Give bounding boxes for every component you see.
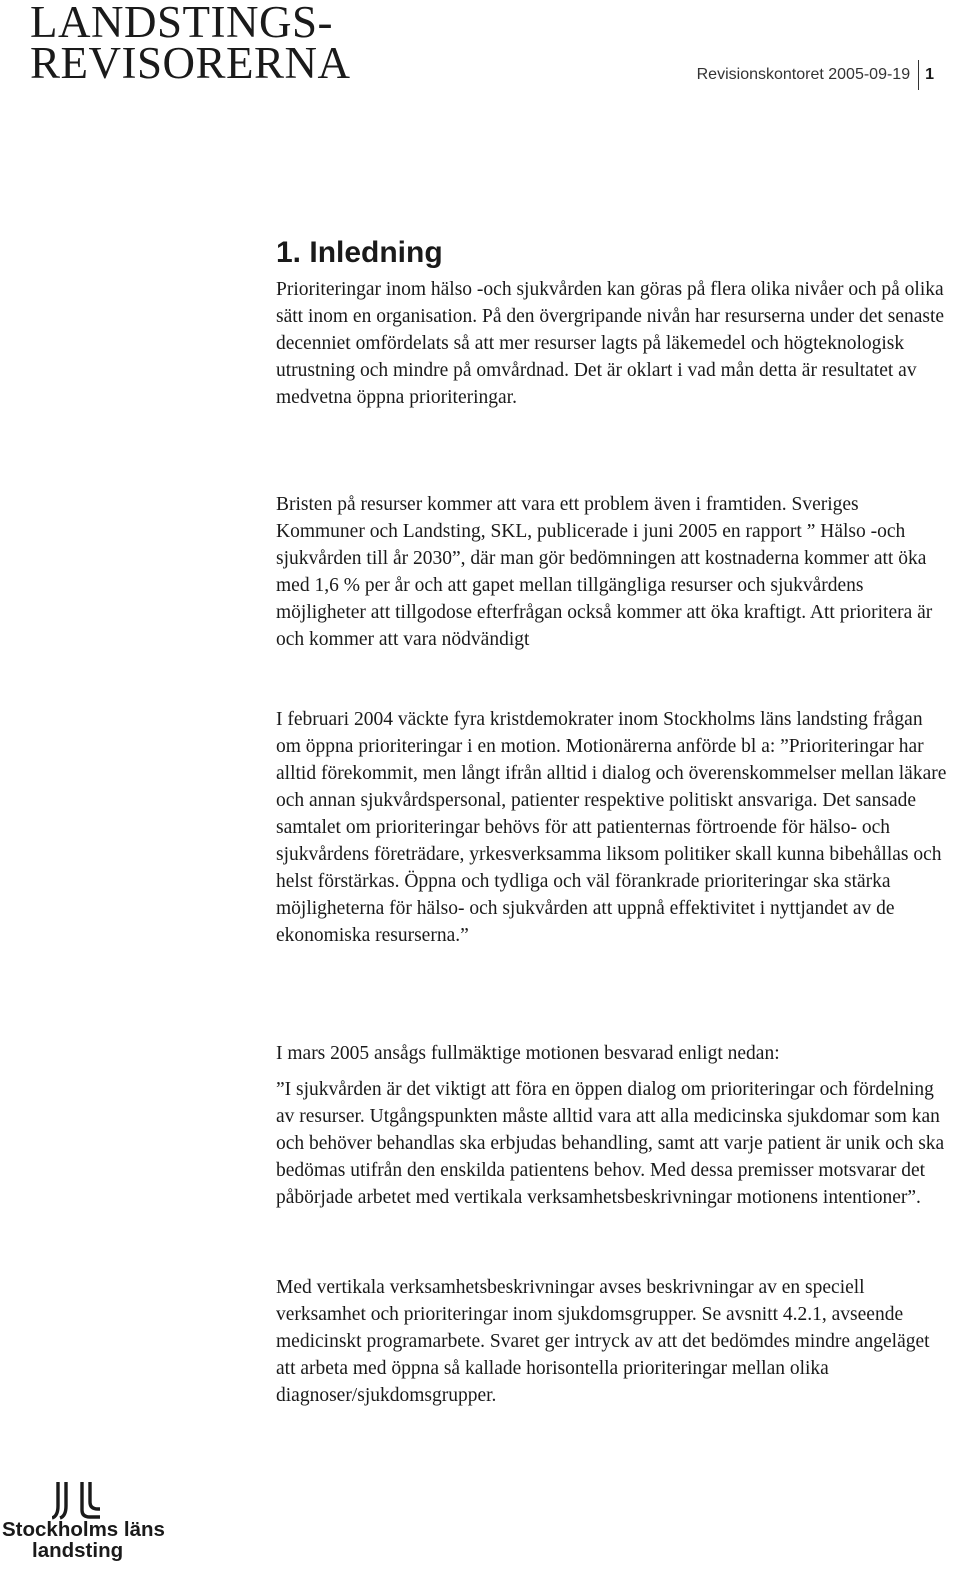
header-divider <box>918 60 919 90</box>
paragraph-3: I februari 2004 väckte fyra kristdemokrater inom Stockholms läns landsting frågan om öppna prioriteringar i en motion. Motionärerna anförde bl a: ”Prioriteringar har alltid förekommit, men långt ifrån alltid i dialog och överenskommelser mellan läkare och annan sjukvårdspersonal, patienter respektive politiskt ansvariga. Det sansade samtalet om prioriteringar behövs för att patienternas förtroende för hälso- och sjukvårdens företrädare, yrkesverksamma liksom politiker skall kunna bibehållas och helst förstärkas. Öppna och tydliga och väl förankrade prioriteringar ska stärka möjligheterna för hälso- och sjukvården att uppnå effektivitet i nyttjandet av de ekonomiska resurserna.” <box>276 709 947 946</box>
paragraph-6: Med vertikala verksamhetsbeskrivningar avses beskrivningar av en speciell verksamhet och prioriteringar inom sjukdomsgrupper. Se avsnitt 4.2.1, avseende medicinskt programarbete. Svaret ger intryck av att det bedömdes mindre angeläget att arbeta med öppna så kallade horisontella prioriteringar mellan olika diagnoser/sjukdomsgrupper. <box>276 1277 930 1406</box>
paragraph-2: Bristen på resurser kommer att vara ett problem även i framtiden. Sveriges Kommuner och Landsting, SKL, publicerade i juni 2005 en rapport ” Hälso -och sjukvården till år 2030”, där man gör bedömningen att kostnaderna kommer att öka med 1,6 % per år och att gapet mellan tillgängliga resurser och sjukvårdens möjligheter att tillgodose efterfrågan också kommer att öka kraftigt. Att prioritera är och kommer att vara nödvändigt <box>276 494 933 650</box>
org-title-line1: LANDSTINGS- <box>30 0 333 47</box>
header-meta <box>697 60 934 90</box>
office-date: Revisionskontoret 2005-09-19 <box>696 66 911 83</box>
page-number: 1 <box>925 66 934 83</box>
stockholms-lans-landsting-logo-icon <box>52 1480 100 1520</box>
footer-logo <box>2 1480 165 1570</box>
logo-text-line1: Stockholms läns <box>2 1518 165 1541</box>
org-title-line2: REVISORERNA <box>30 38 351 88</box>
paragraph-4: I mars 2005 ansågs fullmäktige motionen besvarad enligt nedan: <box>276 1043 780 1064</box>
paragraph-5: ”I sjukvården är det viktigt att föra en öppen dialog om prioriteringar och fördelning av resurser. Utgångspunkten måste alltid vara att alla medicinska sjukdomar som kan och behöver behandlas ska erbjudas behandling, samt att varje patient är unik och ska bedömas utifrån den enskilda patientens behov. Med dessa premisser motsvarar det påbörjade arbetet med vertikala verksamhetsbeskrivningar motionens intentioner”. <box>276 1079 945 1208</box>
org-title <box>30 0 351 88</box>
paragraph-1: Prioriteringar inom hälso -och sjukvården kan göras på flera olika nivåer och på olika sätt inom en organisation. På den övergripande nivån har resurserna under det senaste decenniet omfördelats så att mer resurser lagts på läkemedel och högteknologisk utrustning och mindre på omvårdnad. Det är oklart i vad mån detta är resultatet av medvetna öppna prioriteringar. <box>276 279 945 408</box>
chapter-heading: 1. Inledning <box>276 236 443 269</box>
logo-text-line2: landsting <box>32 1539 124 1562</box>
